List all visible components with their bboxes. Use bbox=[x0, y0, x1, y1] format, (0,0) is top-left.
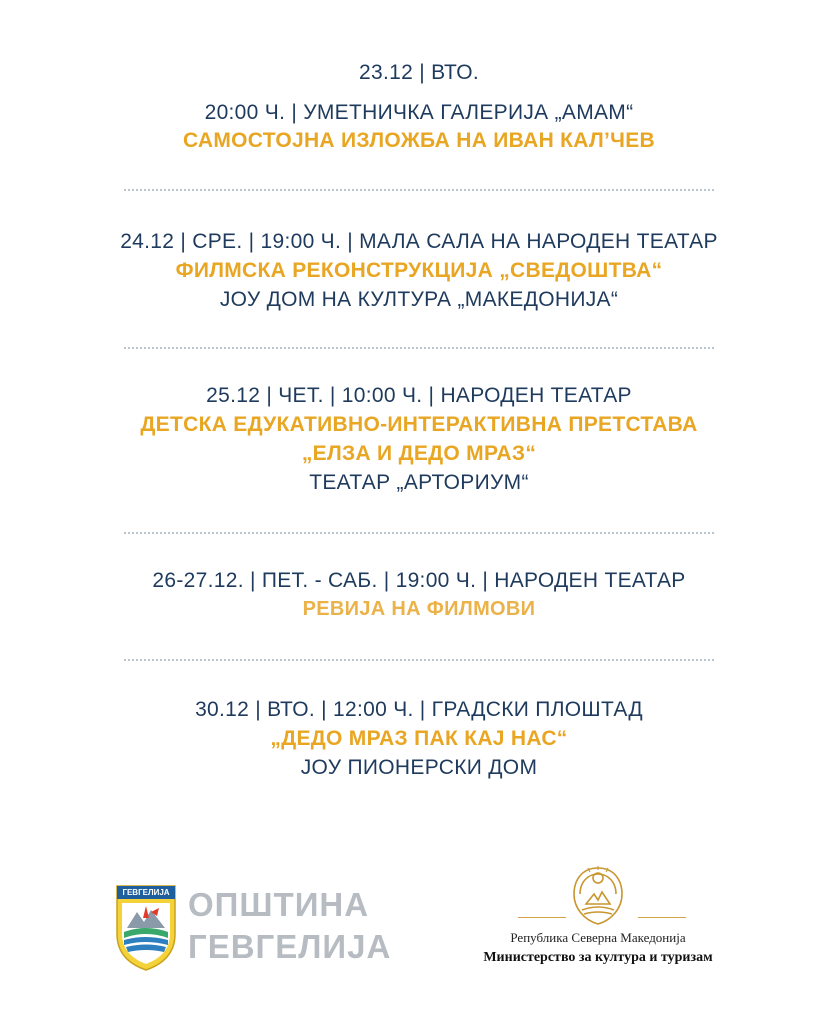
section-divider bbox=[124, 347, 714, 349]
event-date-time-venue: 26-27.12. | ПЕТ. - САБ. | 19:00 Ч. | НАРОДЕН ТЕАТАР bbox=[152, 569, 686, 592]
section-divider bbox=[124, 189, 714, 191]
municipality-line1: ОПШТИНА bbox=[188, 886, 370, 923]
municipality-line2: ГЕВГЕЛИЈА bbox=[188, 928, 392, 965]
decorative-rule-right bbox=[638, 917, 686, 918]
event-title: ФИЛМСКА РЕКОНСТРУКЦИЈА „СВЕДОШТВА“ bbox=[175, 259, 663, 282]
gevgelija-crest-icon bbox=[113, 882, 179, 972]
event-date-time-venue: 24.12 | СРЕ. | 19:00 Ч. | МАЛА САЛА НА НАРОДЕН ТЕАТАР bbox=[120, 230, 718, 253]
municipality-name bbox=[188, 884, 391, 968]
event-title-continued: „ЕЛЗА И ДЕДО МРАЗ“ bbox=[301, 442, 537, 465]
section-divider bbox=[124, 659, 714, 661]
ministry-name: Министерство за култура и туризам bbox=[483, 950, 713, 965]
event-date-time-venue: 25.12 | ЧЕТ. | 10:00 Ч. | НАРОДЕН ТЕАТАР bbox=[206, 384, 632, 407]
event-organizer: ТЕАТАР „АРТОРИУМ“ bbox=[309, 471, 529, 494]
event-date: 23.12 | ВТО. bbox=[359, 61, 479, 84]
event-date-time-venue: 30.12 | ВТО. | 12:00 Ч. | ГРАДСКИ ПЛОШТАД bbox=[195, 698, 643, 721]
ministry-logo bbox=[460, 860, 760, 980]
event-organizer: ЈОУ ДОМ НА КУЛТУРА „МАКЕДОНИЈА“ bbox=[219, 288, 619, 311]
event-organizer: ЈОУ ПИОНЕРСКИ ДОМ bbox=[300, 756, 538, 779]
event-title: ДЕТСКА ЕДУКАТИВНО-ИНТЕРАКТИВНА ПРЕТСТАВА bbox=[140, 413, 698, 436]
event-title: РЕВИЈА НА ФИЛМОВИ bbox=[302, 598, 536, 620]
event-title: САМОСТОЈНА ИЗЛОЖБА НА ИВАН КАЛ’ЧЕВ bbox=[182, 129, 656, 152]
event-time-venue: 20:00 Ч. | УМЕТНИЧКА ГАЛЕРИЈА „АМАМ“ bbox=[204, 101, 634, 124]
event-title: „ДЕДО МРАЗ ПАК КАЈ НАС“ bbox=[270, 727, 568, 750]
decorative-rule-left bbox=[518, 917, 566, 918]
crest-label: ГЕВГЕЛИЈА bbox=[122, 888, 170, 897]
section-divider bbox=[124, 532, 714, 534]
republic-name: Република Северна Македонија bbox=[510, 930, 686, 945]
footer bbox=[0, 860, 838, 1024]
coat-of-arms-icon bbox=[568, 864, 628, 928]
